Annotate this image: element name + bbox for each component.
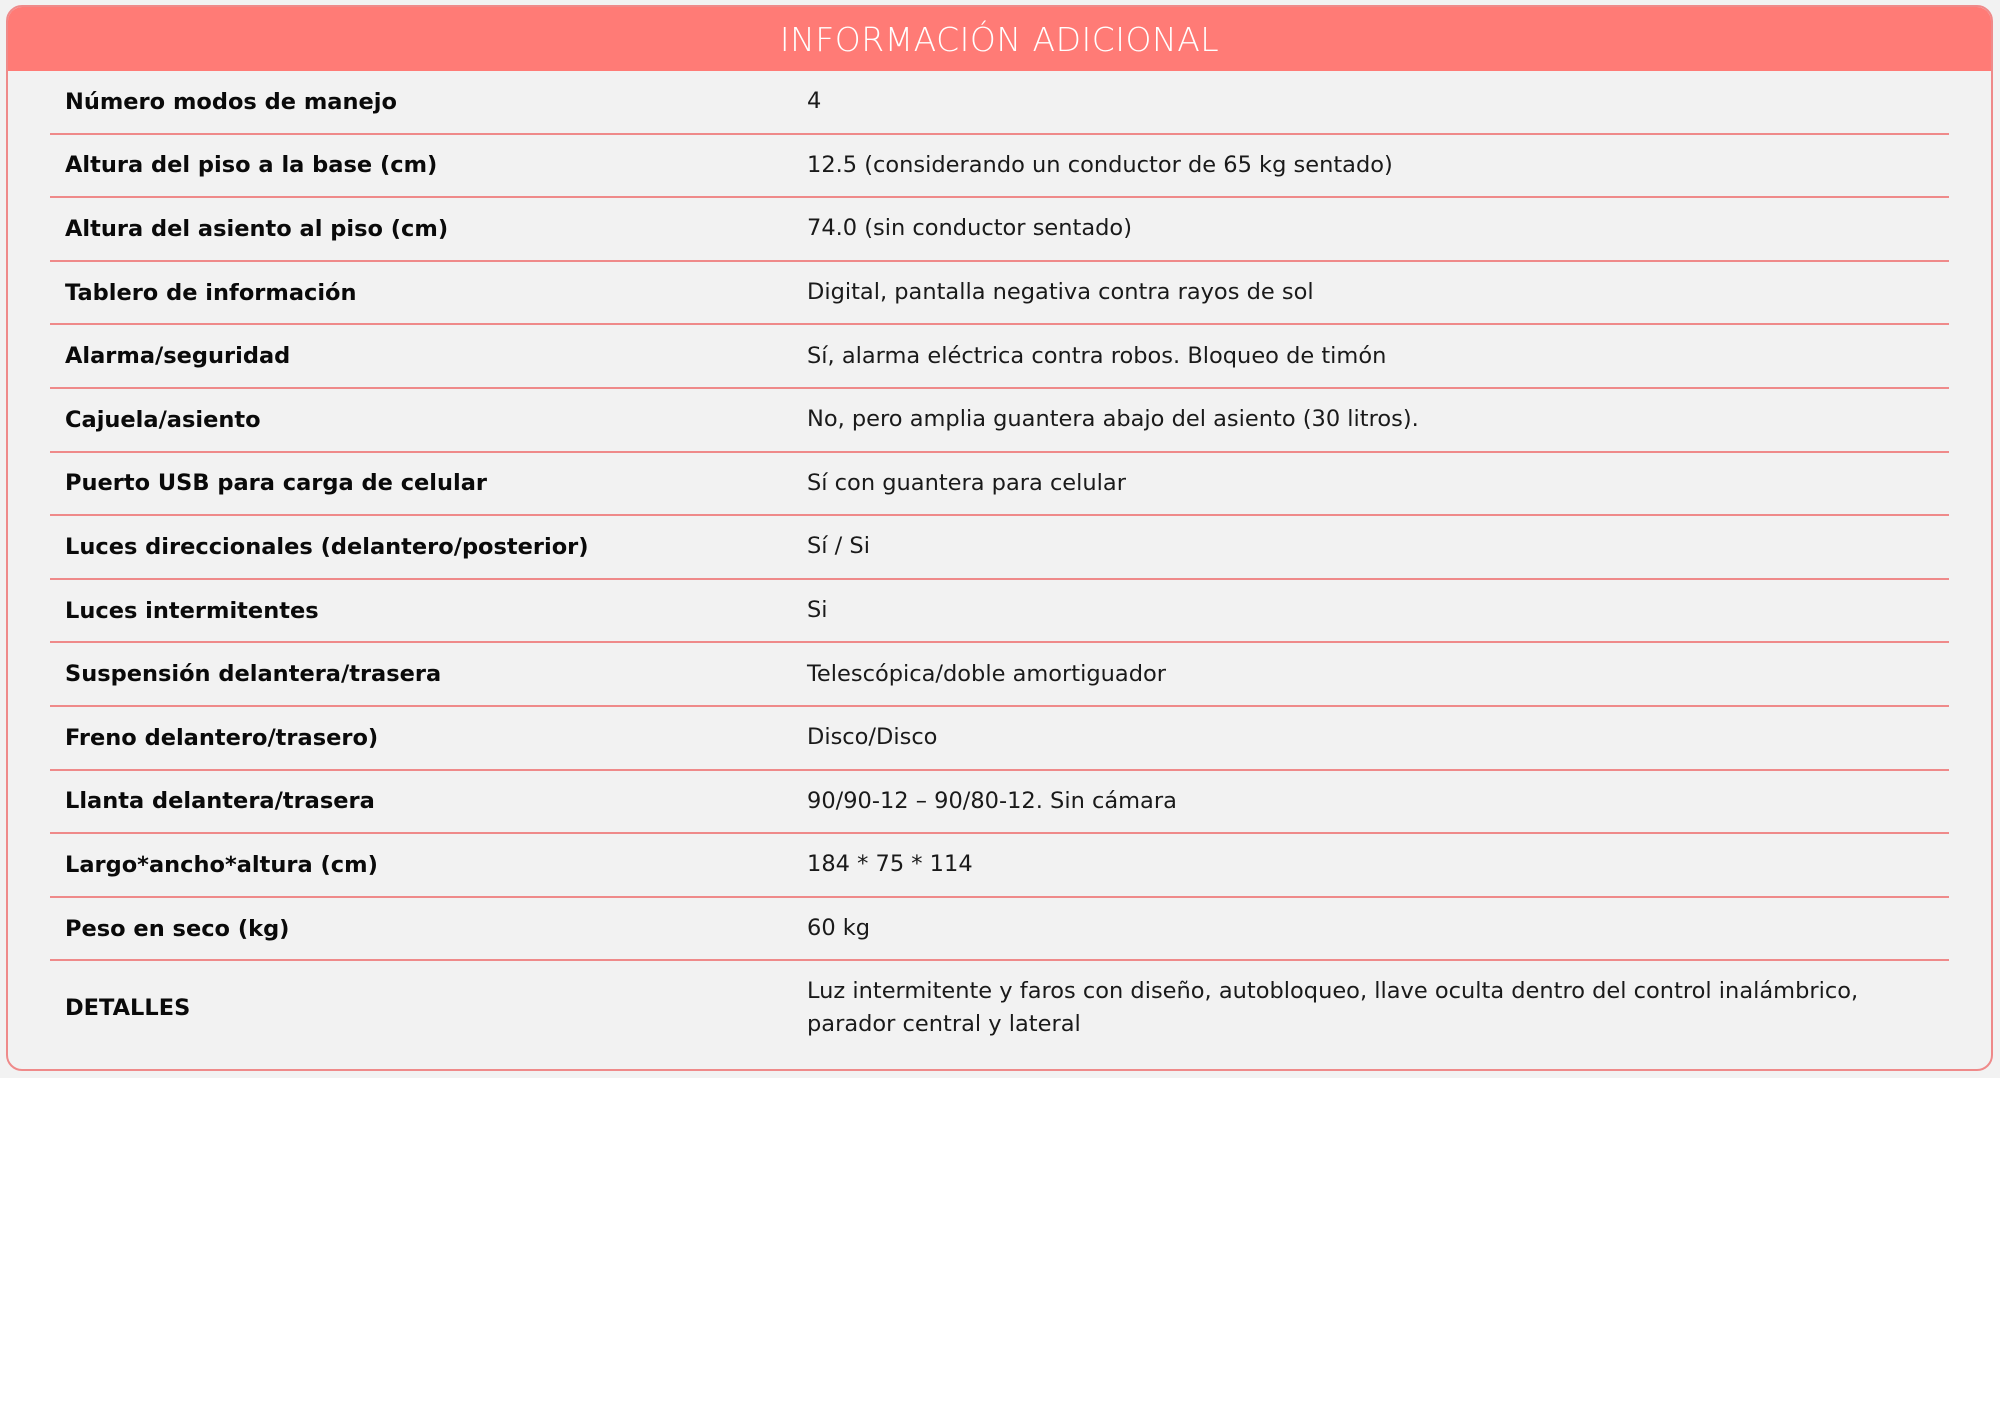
spec-value: Sí, alarma eléctrica contra robos. Bloqueo de timón bbox=[807, 342, 1387, 369]
spec-label: Largo*ancho*altura (cm) bbox=[65, 851, 378, 878]
spec-value: 60 kg bbox=[807, 915, 871, 942]
spec-table bbox=[8, 71, 1991, 1055]
spec-label: Luces intermitentes bbox=[65, 597, 319, 624]
spec-label: Puerto USB para carga de celular bbox=[65, 470, 488, 497]
spec-label: Llanta delantera/trasera bbox=[65, 788, 375, 815]
spec-label: Cajuela/asiento bbox=[65, 406, 261, 433]
spec-value: 4 bbox=[807, 88, 822, 115]
spec-value: 12.5 (considerando un conductor de 65 kg sentado) bbox=[807, 151, 1393, 178]
spec-label: Peso en seco (kg) bbox=[65, 915, 290, 942]
spec-label: Suspensión delantera/trasera bbox=[65, 661, 442, 688]
card-header bbox=[8, 7, 1991, 71]
spec-label: Alarma/seguridad bbox=[65, 343, 291, 370]
spec-row bbox=[50, 262, 1949, 326]
spec-value: Sí / Si bbox=[807, 533, 870, 560]
spec-value: Digital, pantalla negativa contra rayos de sol bbox=[807, 279, 1314, 306]
spec-value: 74.0 (sin conductor sentado) bbox=[807, 215, 1132, 242]
spec-value: Telescópica/doble amortiguador bbox=[807, 660, 1166, 687]
spec-label: DETALLES bbox=[65, 995, 191, 1022]
additional-info-card bbox=[6, 5, 1993, 1071]
spec-row bbox=[50, 389, 1949, 453]
spec-row bbox=[50, 580, 1949, 644]
card-title: INFORMACIÓN ADICIONAL bbox=[779, 19, 1220, 59]
spec-row bbox=[50, 516, 1949, 580]
spec-value: No, pero amplia guantera abajo del asiento (30 litros). bbox=[807, 406, 1419, 433]
spec-row bbox=[50, 135, 1949, 199]
spec-value: Si bbox=[807, 597, 828, 624]
spec-value: 184 * 75 * 114 bbox=[807, 851, 973, 878]
spec-label: Altura del asiento al piso (cm) bbox=[65, 215, 449, 242]
spec-row bbox=[50, 198, 1949, 262]
spec-value: Disco/Disco bbox=[807, 724, 938, 751]
spec-row bbox=[50, 898, 1949, 962]
spec-row bbox=[50, 834, 1949, 898]
spec-row bbox=[50, 707, 1949, 771]
spec-label: Número modos de manejo bbox=[65, 88, 397, 115]
spec-value: Sí con guantera para celular bbox=[807, 469, 1126, 496]
spec-label: Freno delantero/trasero) bbox=[65, 724, 379, 751]
spec-row bbox=[50, 453, 1949, 517]
spec-row bbox=[50, 771, 1949, 835]
spec-row bbox=[50, 71, 1949, 135]
spec-value: 90/90-12 – 90/80-12. Sin cámara bbox=[807, 787, 1177, 814]
spec-label: Luces direccionales (delantero/posterior) bbox=[65, 533, 589, 560]
spec-value: Luz intermitente y faros con diseño, autobloqueo, llave oculta dentro del control inalámbrico, parador central y lateral bbox=[807, 978, 1859, 1038]
spec-row bbox=[50, 643, 1949, 707]
spec-row bbox=[50, 325, 1949, 389]
spec-row-details bbox=[50, 961, 1949, 1055]
spec-label: Tablero de información bbox=[65, 279, 357, 306]
spec-label: Altura del piso a la base (cm) bbox=[65, 152, 438, 179]
